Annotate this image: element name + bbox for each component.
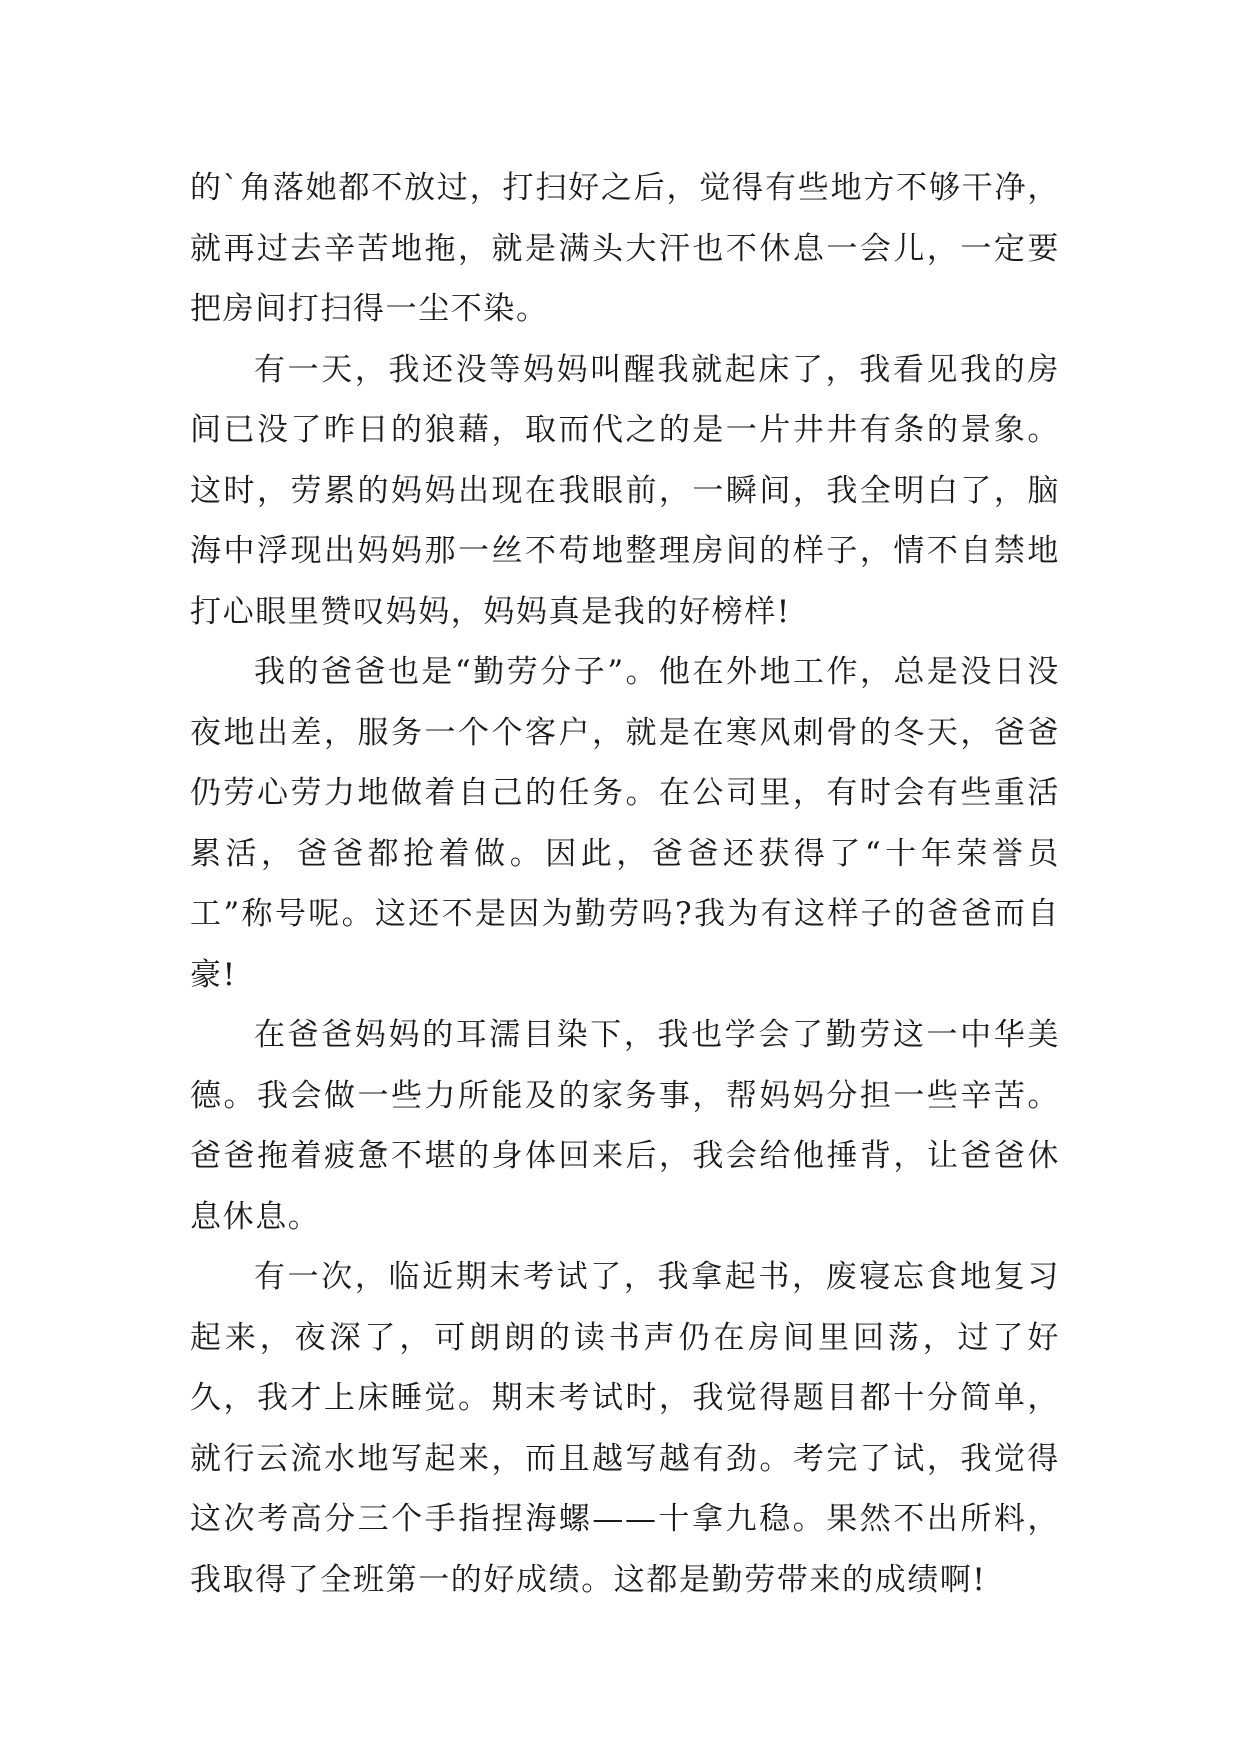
paragraph-2: 有一天，我还没等妈妈叫醒我就起床了，我看见我的房间已没了昨日的狼藉，取而代之的是一片井井有条的景象。这时，劳累的妈妈出现在我眼前，一瞬间，我全明白了，脑海中浮现出妈妈那一丝不苟地整理房间的样子，情不自禁地打心眼里赞叹妈妈，妈妈真是我的好榜样!: [190, 351, 1060, 630]
paragraph-4: 在爸爸妈妈的耳濡目染下，我也学会了勤劳这一中华美德。我会做一些力所能及的家务事，帮妈妈分担一些辛苦。爸爸拖着疲惫不堪的身体回来后，我会给他捶背，让爸爸休息休息。: [190, 1017, 1060, 1235]
document-page: [190, 158, 1060, 1610]
paragraph-1: 的`角落她都不放过，打扫好之后，觉得有些地方不够干净，就再过去辛苦地拖，就是满头大汗也不休息一会儿，一定要把房间打扫得一尘不染。: [190, 170, 1060, 327]
paragraph-3: 我的爸爸也是“勤劳分子”。他在外地工作，总是没日没夜地出差，服务一个个客户，就是在寒风刺骨的冬天，爸爸仍劳心劳力地做着自己的任务。在公司里，有时会有些重活累活，爸爸都抢着做。因此，爸爸还获得了“十年荣誉员工”称号呢。这还不是因为勤劳吗?我为有这样子的爸爸而自豪!: [190, 654, 1060, 993]
paragraph-5: 有一次，临近期末考试了，我拿起书，废寝忘食地复习起来，夜深了，可朗朗的读书声仍在房间里回荡，过了好久，我才上床睡觉。期末考试时，我觉得题目都十分简单，就行云流水地写起来，而且越写越有劲。考完了试，我觉得这次考高分三个手指捏海螺——十拿九稳。果然不出所料，我取得了全班第一的好成绩。这都是勤劳带来的成绩啊!: [190, 1259, 1060, 1598]
